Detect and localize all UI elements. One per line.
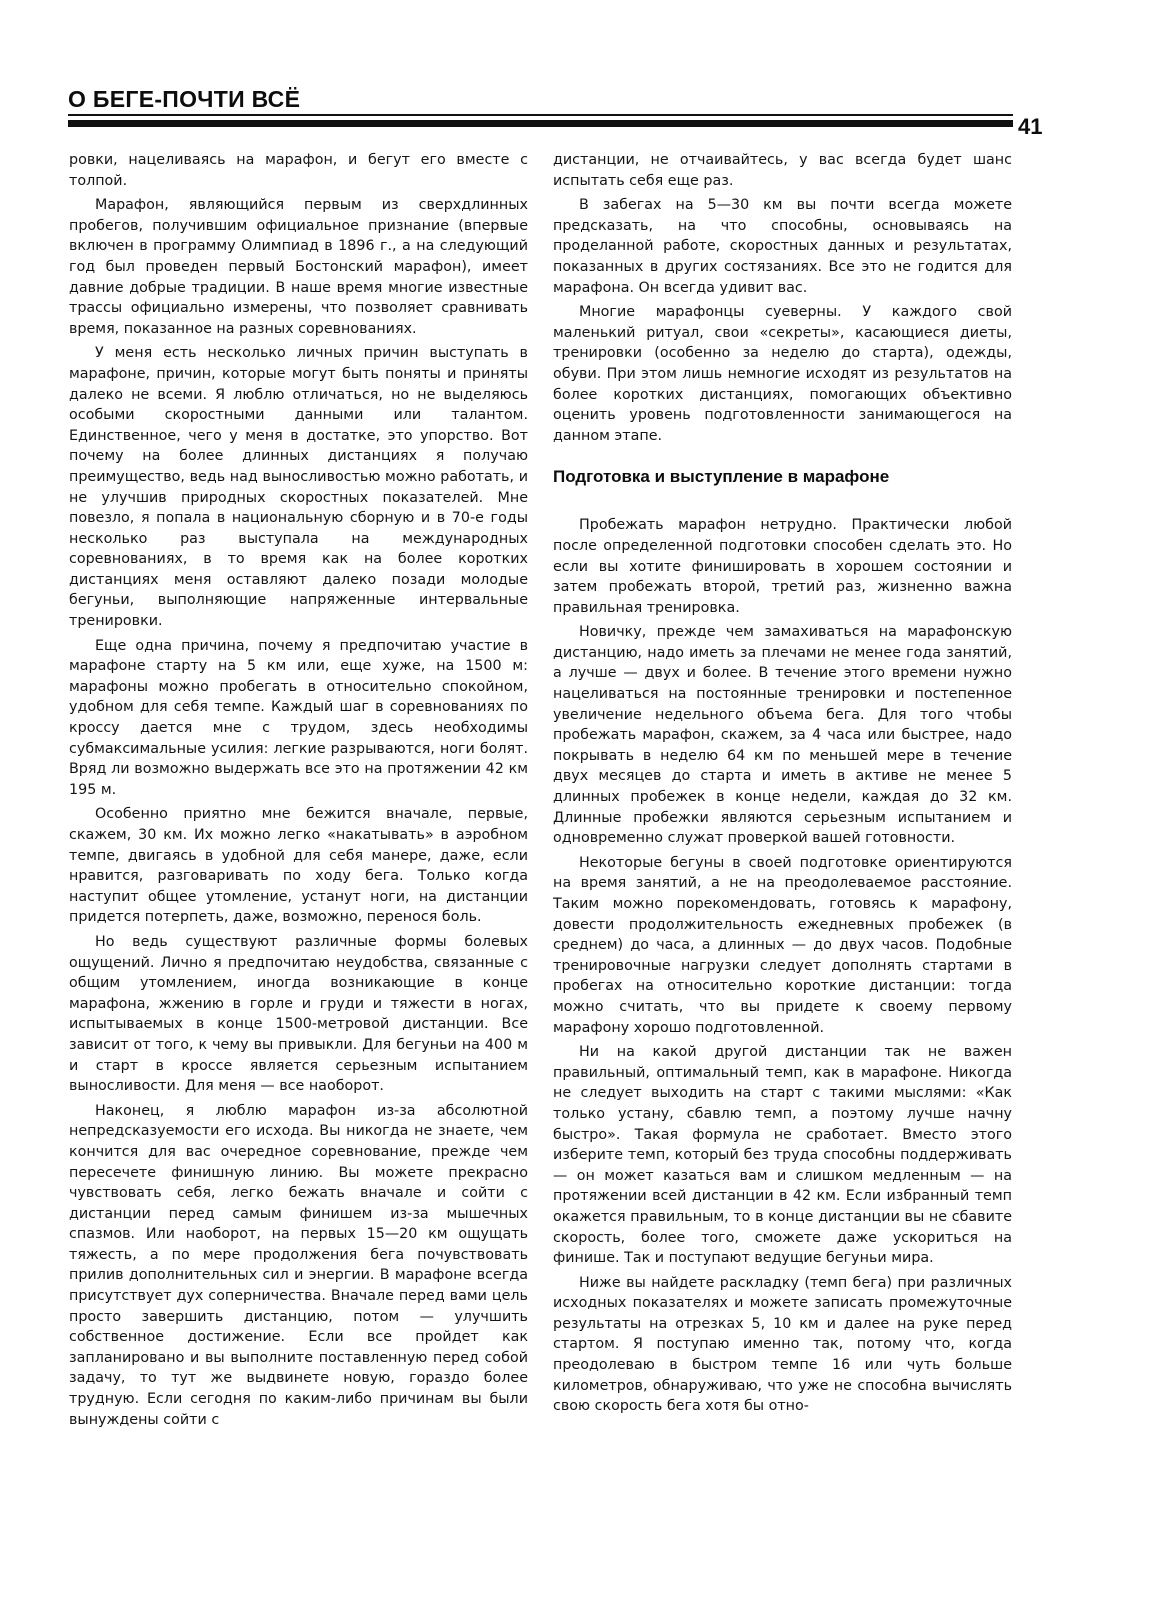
page-number: 41 — [1018, 114, 1043, 139]
left-column — [69, 150, 528, 1434]
paragraph: Ни на какой другой дистанции так не важен правильный, оптимальный темп, как в марафоне. Никогда не следует выходить на старт с такими мыслями: «Как только устану, сбавлю темп, а поэтому лучше начну быстро». Такая формула не сработает. Вместо этого изберите темп, который без труда способны поддерживать — он может казаться вам и слишком медленным — на протяжении всей дистанции в 42 км. Если избранный темп окажется правильным, то в конце дистанции вы не сбавите скорость, более того, сможете даже ускориться на финише. Так и поступают ведущие бегуньи мира. — [553, 1044, 1012, 1267]
paragraph: Некоторые бегуны в своей подготовке ориентируются на время занятий, а не на преодолеваемое расстояние. Таким можно порекомендовать, готовясь к марафону, довести продолжительность ежедневных пробежек (в среднем) до часа, а длинных — до двух часов. Подобные тренировочные нагрузки следует дополнять стартами в пробегах на относительно короткие дистанции: тогда можно считать, что вы придете к своему первому марафону хорошо подготовленной. — [553, 854, 1012, 1036]
paragraph: ровки, нацеливаясь на марафон, и бегут его вместе с толпой. — [69, 152, 528, 189]
paragraph: Многие марафонцы суеверны. У каждого свой маленький ритуал, свои «секреты», касающиеся диеты, тренировки (особенно за неделю до старта), одежды, обуви. При этом лишь немногие исходят из результатов на более коротких дистанциях, помогающих объективно оценить уровень подготовленности занимающегося на данном этапе. — [553, 304, 1012, 444]
header-rule-thin — [68, 114, 1013, 116]
paragraph: Наконец, я люблю марафон из-за абсолютной непредсказуемости его исхода. Вы никогда не знаете, чем кончится для вас очередное соревнование, прежде чем пересечете финишную линию. Вы можете прекрасно чувствовать себя, легко бежать вначале и сойти с дистанции перед самым финишем из-за мышечных спазмов. Или наоборот, на первых 15—20 км ощущать тяжесть, а по мере продолжения бега почувствовать прилив дополнительных сил и энергии. В марафоне всегда присутствует дух соперничества. Вначале перед вами цель просто завершить дистанцию, потом — улучшить собственное достижение. Если все пройдет как запланировано и вы выполните поставленную перед собой задачу, то тут же выдвинете новую, гораздо более трудную. Если сегодня по каким-либо причинам вы были вынуждены сойти с — [69, 1102, 528, 1428]
paragraph: Пробежать марафон нетрудно. Практически любой после определенной подготовки способен сделать это. Но если вы хотите финишировать в хорошем состоянии и затем пробежать второй, третий раз, жизненно важна правильная тренировка. — [553, 517, 1012, 616]
right-column — [553, 150, 1012, 1421]
paragraph: Еще одна причина, почему я предпочитаю участие в марафоне старту на 5 км или, еще хуже, на 1500 м: марафоны можно пробегать в относительно спокойном, удобном для себя темпе. Каждый шаг в соревнованиях по кроссу дается мне с трудом, здесь необходимы субмаксимальные усилия: легкие разрываются, ноги болят. Вряд ли возможно выдержать все это на протяжении 42 км 195 м. — [69, 637, 528, 798]
paragraph: У меня есть несколько личных причин выступать в марафоне, причин, которые могут быть поняты и приняты далеко не всеми. Я люблю отличаться, но не выделяюсь особыми скоростными данными или талантом. Единственное, чего у меня в достатке, это упорство. Вот почему на более длинных дистанциях я получаю преимущество, ведь над выносливостью можно работать, и не улучшив природных скоростных показателей. Мне повезло, я попала в национальную сборную и в 70-е годы несколько раз выступала на международных соревнованиях, в то время как на более коротких дистанциях меня оставляют далеко позади молодые бегуньи, выполняющие напряженные интервальные тренировки. — [69, 345, 528, 630]
section-heading: Подготовка и выступление в марафоне — [553, 467, 890, 487]
running-title: О БЕГЕ-ПОЧТИ ВСЁ — [68, 86, 301, 112]
paragraph: Новичку, прежде чем замахиваться на марафонскую дистанцию, надо иметь за плечами не менее года занятий, а лучше — двух и более. В течение этого времени нужно нацеливаться на постоянные тренировки и постепенное увеличение недельного объема бега. Для того чтобы пробежать марафон, скажем, за 4 часа или быстрее, надо покрывать в неделю 64 км по меньшей мере в течение двух месяцев до старта и иметь в активе не менее 5 длинных пробежек в конце недели, каждая до 32 км. Длинные пробежки являются серьезным испытанием и одновременно служат проверкой вашей готовности. — [553, 624, 1012, 847]
paragraph: В забегах на 5—30 км вы почти всегда можете предсказать, на что способны, основываясь на проделанной работе, скоростных данных и результатах, показанных в других состязаниях. Все это не годится для марафона. Он всегда удивит вас. — [553, 197, 1012, 296]
paragraph: дистанции, не отчаивайтесь, у вас всегда будет шанс испытать себя еще раз. — [553, 152, 1012, 189]
paragraph: Но ведь существуют различные формы болевых ощущений. Лично я предпочитаю неудобства, связанные с общим утомлением, иногда возникающие в конце марафона, жжению в горле и груди и тяжести в ногах, испытываемых в конце 1500-метровой дистанции. Все зависит от того, к чему вы привыкли. Для бегуньи на 400 м и старт в кроссе является серьезным испытанием выносливости. Для меня — все наоборот. — [69, 933, 528, 1095]
paragraph: Марафон, являющийся первым из сверхдлинных пробегов, получившим официальное признание (впервые включен в программу Олимпиад в 1896 г., а на следующий год был проведен первый Бостонский марафон), имеет давние добрые традиции. В наше время многие известные трассы официально измерены, что позволяет сравнивать время, показанное на разных соревнованиях. — [69, 197, 528, 337]
paragraph: Особенно приятно мне бежится вначале, первые, скажем, 30 км. Их можно легко «накатывать» в аэробном темпе, двигаясь в удобной для себя манере, даже, если нравится, разговаривать по ходу бега. Только когда наступит общее утомление, устанут ноги, на дистанции придется потерпеть, даже, возможно, перенося боль. — [69, 806, 528, 926]
paragraph: Ниже вы найдете раскладку (темп бега) при различных исходных показателях и можете записать промежуточные результаты на отрезках 5, 10 км и далее на руке перед стартом. Я поступаю именно так, потому что, когда преодолеваю в быстром темпе 16 или чуть больше километров, обнаруживаю, что уже не способна вычислять свою скорость бега хотя бы отно- — [553, 1274, 1012, 1415]
header-rule-thick — [68, 120, 1013, 127]
